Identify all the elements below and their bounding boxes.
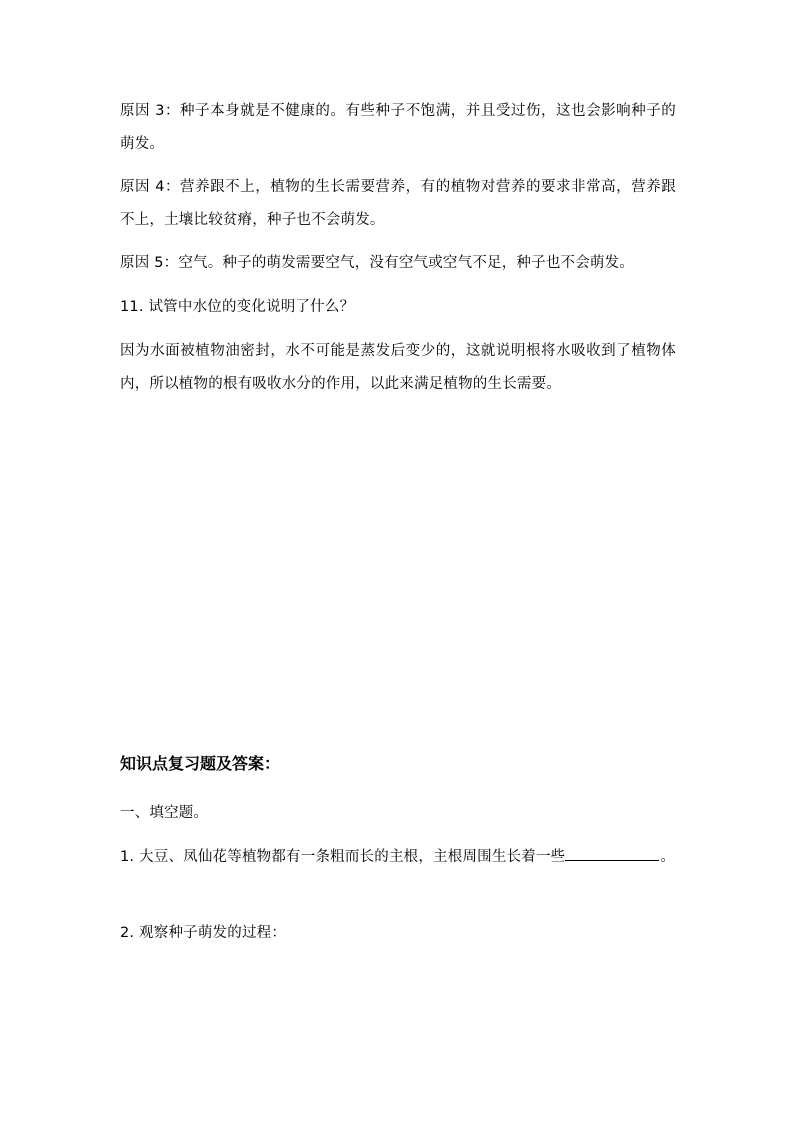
review-heading: 知识点复习题及答案：: [120, 754, 281, 773]
fill-in-item-1-suffix: 。: [660, 849, 676, 865]
answer-blank[interactable]: [565, 842, 659, 861]
reason-3-paragraph: 原因 3：种子本身就是不健康的。有些种子不饱满，并且受过伤，这也会影响种子的萌发。: [120, 103, 676, 152]
fill-in-item-2: 2. 观察种子萌发的过程：: [120, 925, 287, 941]
question-11-answer: 因为水面被植物油密封，水不可能是蒸发后变少的，这就说明根将水吸收到了植物体内，所以植物的根有吸收水分的作用，以此来满足植物的生长需要。: [120, 343, 676, 392]
fill-in-item-1-text: 1. 大豆、凤仙花等植物都有一条粗而长的主根，主根周围生长着一些: [120, 849, 566, 865]
reason-4-paragraph: 原因 4：营养跟不上，植物的生长需要营养，有的植物对营养的要求非常高，营养跟不上，土壤比较贫瘠，种子也不会萌发。: [120, 179, 676, 228]
question-11: 11. 试管中水位的变化说明了什么？: [120, 299, 355, 315]
fill-in-section-title: 一、填空题。: [120, 805, 209, 821]
reason-5-paragraph: 原因 5：空气。种子的萌发需要空气，没有空气或空气不足，种子也不会萌发。: [120, 255, 635, 271]
fill-in-item-1: [120, 841, 676, 874]
